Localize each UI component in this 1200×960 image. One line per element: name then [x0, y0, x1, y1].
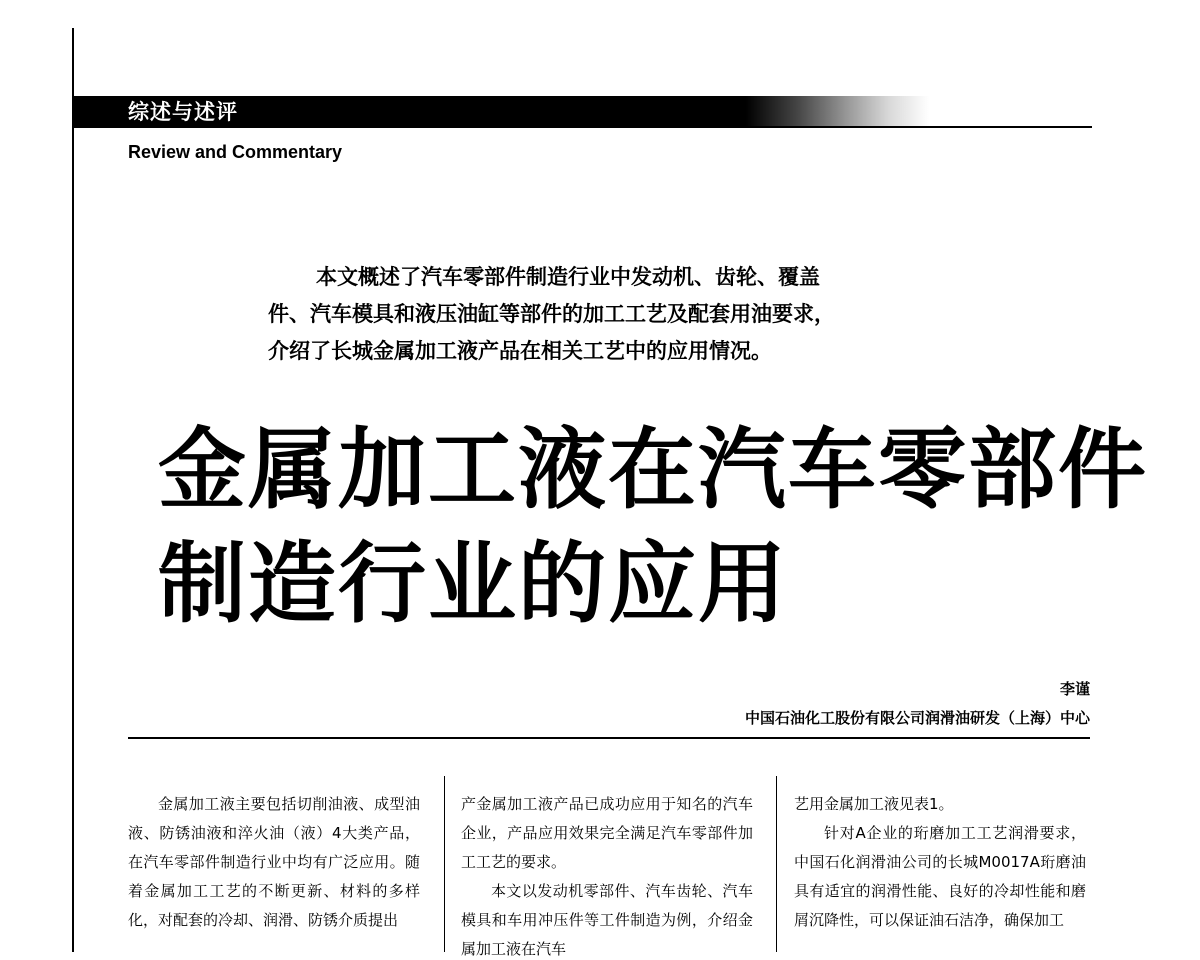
body-column-1 [128, 790, 420, 960]
body-column-2 [461, 790, 753, 960]
title-line: 制造行业的应用 [158, 531, 789, 635]
article-title [158, 412, 1149, 640]
section-header-rule [74, 126, 1092, 128]
section-label-en: Review and Commentary [128, 142, 343, 162]
section-label-cn: 综述与述评 [128, 100, 238, 124]
paragraph: 艺用金属加工液见表1。 [794, 795, 954, 813]
column-divider [776, 776, 777, 952]
abstract-line: 件、汽车模具和液压油缸等部件的加工工艺及配套用油要求， [268, 301, 835, 326]
paragraph: 针对A企业的珩磨加工工艺润滑要求，中国石化润滑油公司的长城M0017A珩磨油具有适宜的润滑性能、良好的冷却性能和磨屑沉降性，可以保证油石洁净，确保加工 [794, 824, 1086, 929]
column-divider [444, 776, 445, 952]
abstract-line: 本文概述了汽车零部件制造行业中发动机、齿轮、覆盖 [316, 264, 820, 289]
paragraph: 本文以发动机零部件、汽车齿轮、汽车模具和车用冲压件等工件制造为例，介绍金属加工液在汽车 [461, 882, 753, 958]
title-line: 金属加工液在汽车零部件 [158, 417, 1149, 521]
page-margin-rule [72, 28, 74, 952]
author-divider [128, 737, 1090, 739]
abstract [268, 258, 968, 369]
author-affiliation: 中国石油化工股份有限公司润滑油研发（上海）中心 [744, 709, 1090, 727]
body-column-3 [794, 790, 1086, 960]
abstract-line: 介绍了长城金属加工液产品在相关工艺中的应用情况。 [268, 338, 772, 363]
paragraph: 金属加工液主要包括切削油液、成型油液、防锈油液和淬火油（液）4大类产品，在汽车零部件制造行业中均有广泛应用。随着金属加工工艺的不断更新、材料的多样化，对配套的冷却、润滑、防锈介质提出 [128, 795, 420, 929]
author-name: 李谨 [1059, 680, 1090, 698]
paragraph: 产金属加工液产品已成功应用于知名的汽车企业，产品应用效果完全满足汽车零部件加工工艺的要求。 [461, 795, 753, 871]
